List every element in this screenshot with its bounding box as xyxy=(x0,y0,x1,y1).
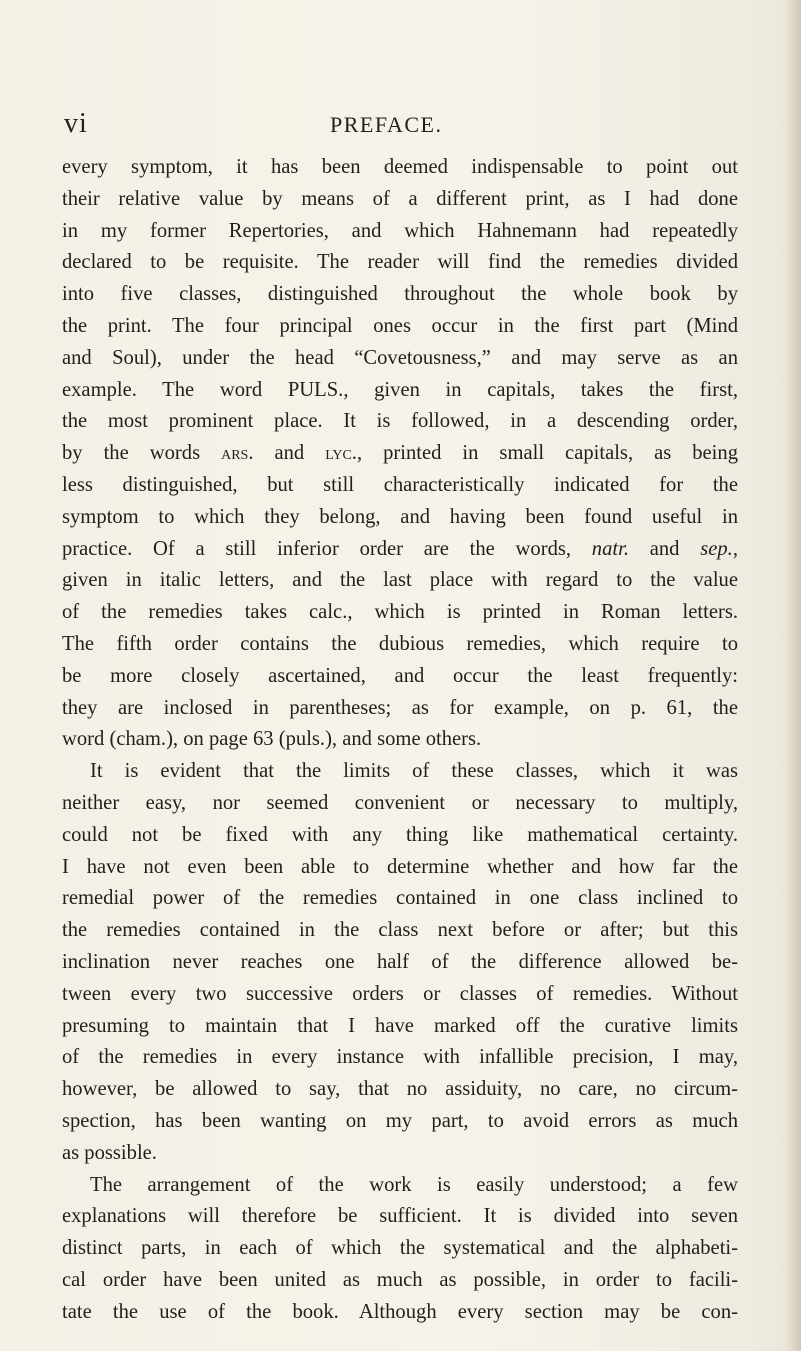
page-edge xyxy=(787,0,801,1351)
text-line: every symptom, it has been deemed indispensable to point out xyxy=(62,156,738,178)
text-line: given in italic letters, and the last place with regard to the value xyxy=(62,569,738,592)
text-line: cal order have been united as much as possible, in order to facili- xyxy=(62,1268,738,1291)
text-line: they are inclosed in parentheses; as for example, on p. 61, the xyxy=(62,696,738,719)
text-line: symptom to which they belong, and having been found useful in xyxy=(62,505,738,528)
text-line: I have not even been able to determine whether and how far the xyxy=(62,855,738,878)
small-caps-remedy: lyc. xyxy=(325,442,357,465)
text-line: inclination never reaches one half of the difference allowed be- xyxy=(62,950,738,973)
text-line: in my former Repertories, and which Hahnemann had repeatedly xyxy=(62,219,738,242)
text-line: could not be fixed with any thing like mathematical certainty. xyxy=(62,823,738,846)
text-line: of the remedies takes calc., which is printed in Roman letters. xyxy=(62,601,738,624)
text-line: as possible. xyxy=(62,1141,157,1164)
text-line: tate the use of the book. Although every section may be con- xyxy=(62,1300,738,1323)
italic-remedy: natr. xyxy=(591,537,629,560)
text-line: explanations will therefore be sufficient. It is divided into seven xyxy=(62,1205,738,1228)
page-number: vi xyxy=(64,108,88,139)
text-line: word (cham.), on page 63 (puls.), and some others. xyxy=(62,728,482,751)
text-line: into five classes, distinguished throughout the whole book by xyxy=(62,283,738,306)
text-line: their relative value by means of a different print, as I had done xyxy=(62,187,738,210)
text-line: presuming to maintain that I have marked off the curative limits xyxy=(62,1014,738,1037)
paragraph-start: It is evident that the limits of these classes, which it was xyxy=(90,760,738,783)
text-line: tween every two successive orders or classes of remedies. Without xyxy=(62,982,738,1005)
running-head: PREFACE. xyxy=(330,112,443,137)
text-line: be more closely ascertained, and occur the least frequently: xyxy=(62,664,738,687)
page-header xyxy=(0,108,801,148)
italic-remedy: sep. xyxy=(700,537,733,560)
text-line: less distinguished, but still characteristically indicated for the xyxy=(62,473,738,496)
text-line: and Soul), under the head “Covetousness,” and may serve as an xyxy=(62,346,738,369)
text-line: neither easy, nor seemed convenient or necessary to multiply, xyxy=(62,791,738,814)
paragraph-start: The arrangement of the work is easily understood; a few xyxy=(90,1173,738,1196)
text-line: the print. The four principal ones occur in the first part (Mind xyxy=(62,314,738,337)
text-line: however, be allowed to say, that no assiduity, no care, no circum- xyxy=(62,1078,738,1101)
text-line: declared to be requisite. The reader will find the remedies divided xyxy=(62,251,738,274)
text-line: The fifth order contains the dubious remedies, which require to xyxy=(62,632,738,655)
text-line: the remedies contained in the class next before or after; but this xyxy=(62,919,738,942)
small-caps-remedy: ars. xyxy=(221,442,254,465)
text-line: spection, has been wanting on my part, to avoid errors as much xyxy=(62,1109,738,1132)
text-line: practice. Of a still inferior order are the words, natr. and sep., xyxy=(62,537,738,560)
text-line: of the remedies in every instance with infallible precision, I may, xyxy=(62,1046,738,1069)
text-line: distinct parts, in each of which the systematical and the alphabeti- xyxy=(62,1237,738,1260)
text-line: example. The word PULS., given in capitals, takes the first, xyxy=(62,378,738,401)
text-line: remedial power of the remedies contained in one class inclined to xyxy=(62,887,738,910)
text-line: by the words ars. and lyc., printed in small capitals, as being xyxy=(62,442,738,465)
body-text xyxy=(62,152,738,1328)
text-line: the most prominent place. It is followed, in a descending order, xyxy=(62,410,738,433)
